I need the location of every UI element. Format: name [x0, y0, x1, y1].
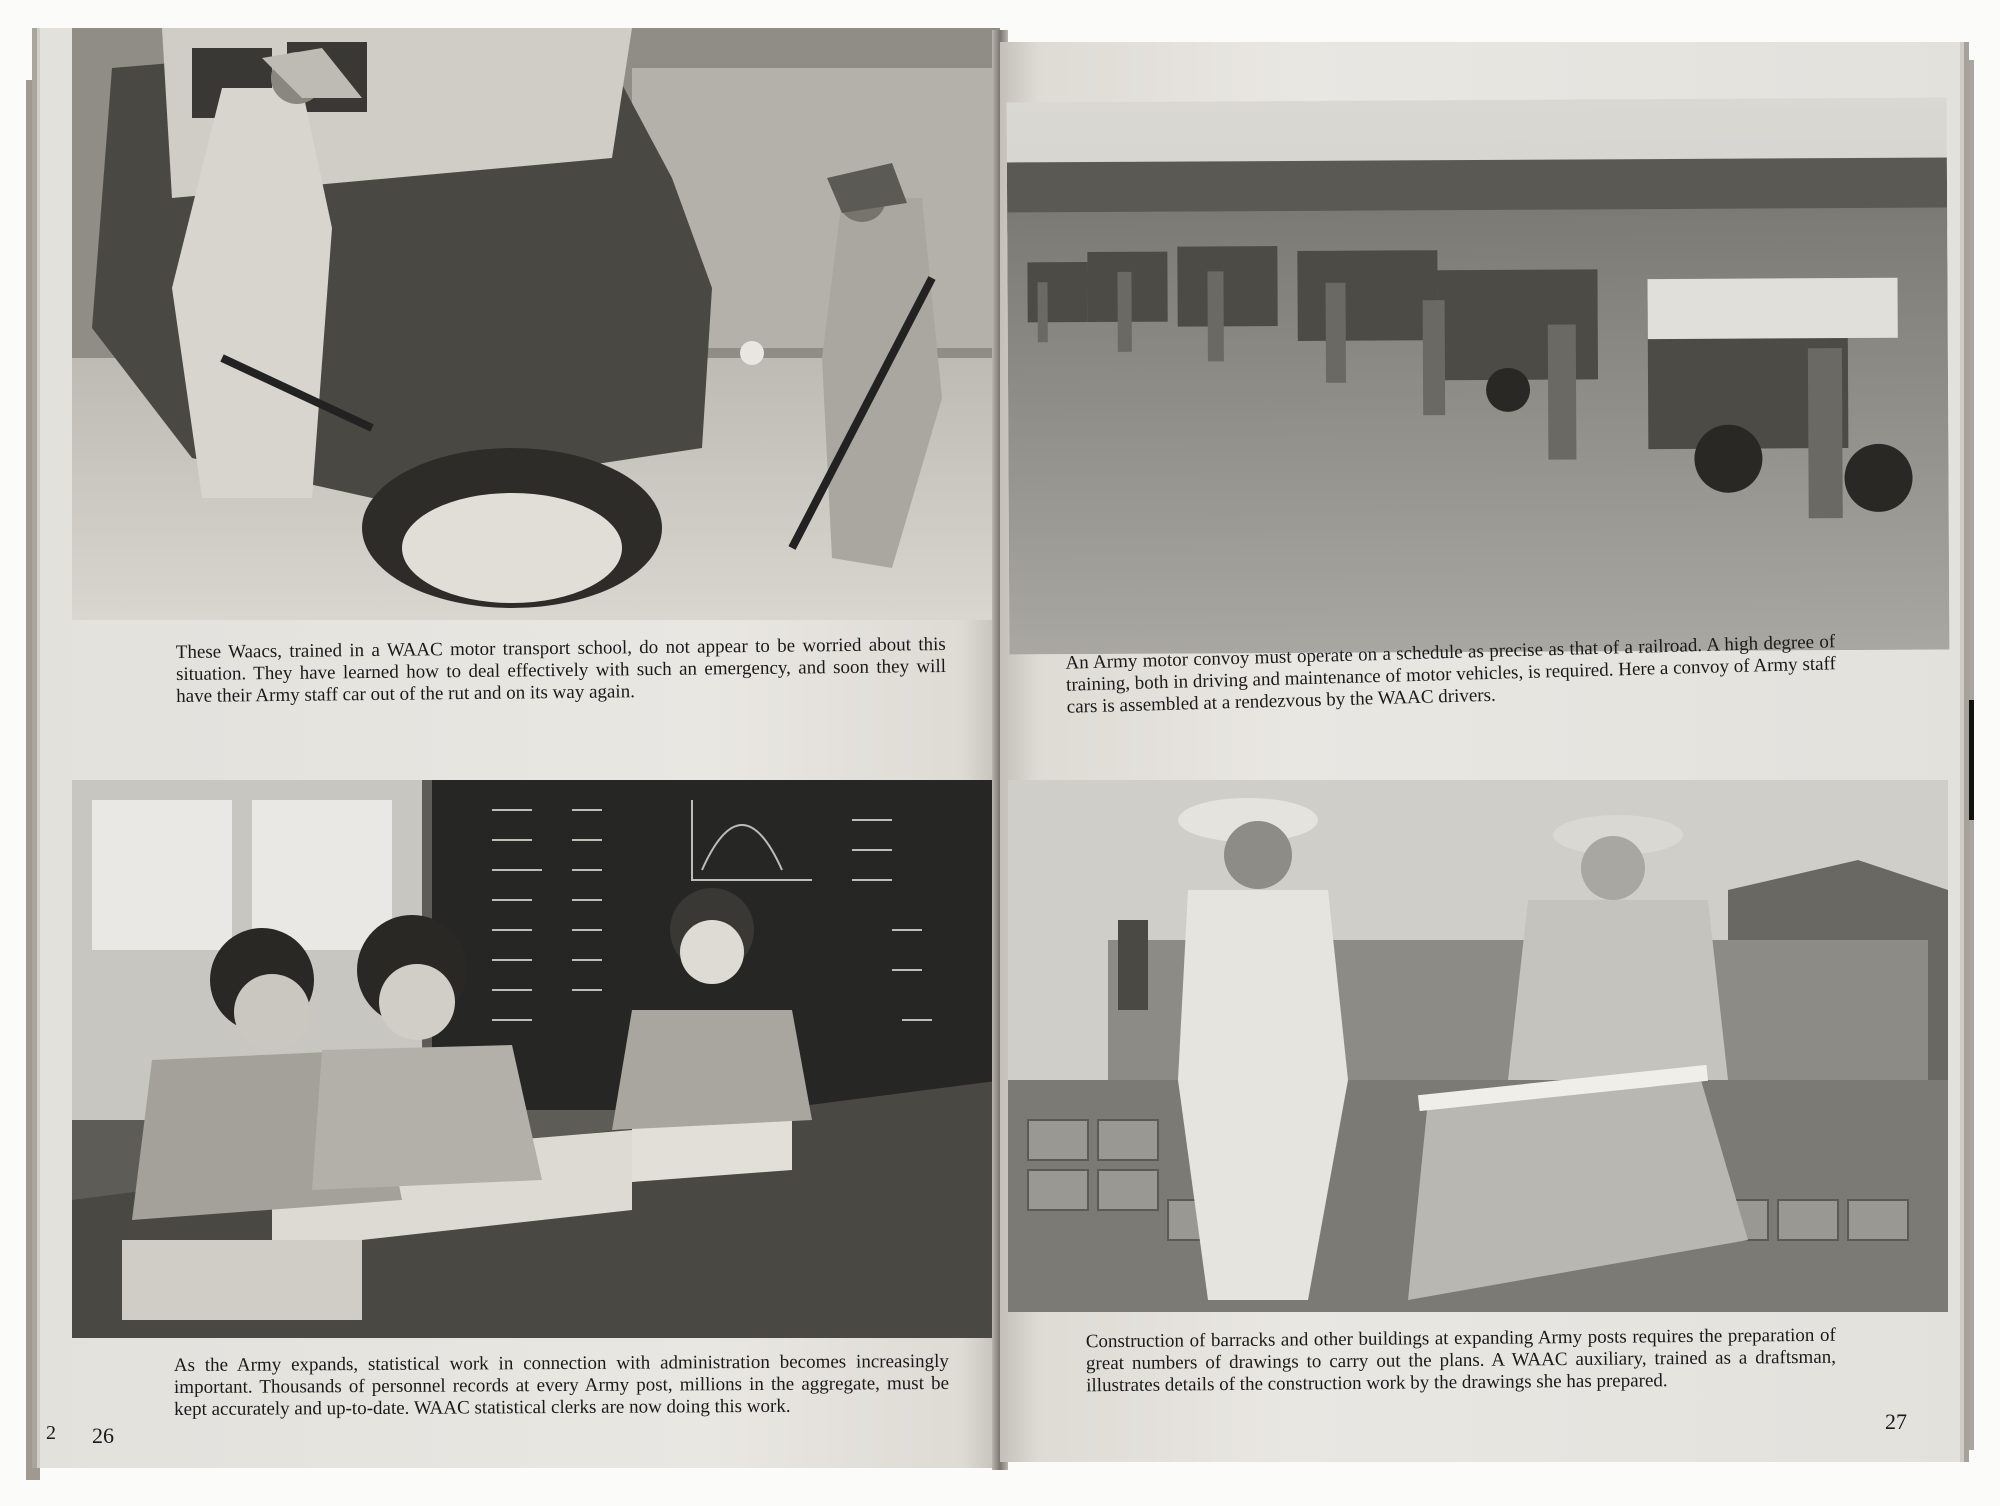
- page-number-edge: 2: [46, 1422, 56, 1444]
- page-number-right: 27: [1885, 1409, 1907, 1434]
- left-page-stack-edge: [26, 80, 40, 1480]
- caption-bottom-left: As the Army expands, statistical work in connection with administration becomes increasingly important. Thousands of personnel records at every Army post, millions in the aggregate, must be kept accurately and up-to-date. WAAC statistical clerks are now doing this work.: [173, 1350, 950, 1421]
- left-page: [40, 28, 1000, 1468]
- photo-waac-draftsman: [1008, 780, 1948, 1312]
- caption-top-right: An Army motor convoy must operate on a schedule as precise as that of a railroad. A high degree of training, both in driving and maintenance of motor vehicles, is required. Here a convoy of Army staff cars is assembled at a rendezvous by the WAAC drivers.: [1065, 631, 1837, 718]
- caption-bottom-right: Construction of barracks and other buildings at expanding Army posts requires the preparation of great numbers of drawings to carry out the plans. A WAAC auxiliary, trained as a draftsman, illustrates details of the construction work by the drawings she has prepared.: [1085, 1324, 1837, 1397]
- right-page: [1000, 42, 1960, 1462]
- cover-edge-dark: [1960, 700, 1974, 820]
- page-number-left: 26: [92, 1423, 114, 1448]
- caption-top-left: These Waacs, trained in a WAAC motor transport school, do not appear to be worried about this situation. They have learned how to deal effectively with such an emergency, and soon they will have their Army staff car out of the rut and on its way again.: [175, 633, 947, 708]
- photo-statistical-clerks: [72, 780, 1000, 1338]
- photo-waacs-digging-car: [72, 28, 1000, 620]
- photo-army-convoy: [1007, 98, 1950, 655]
